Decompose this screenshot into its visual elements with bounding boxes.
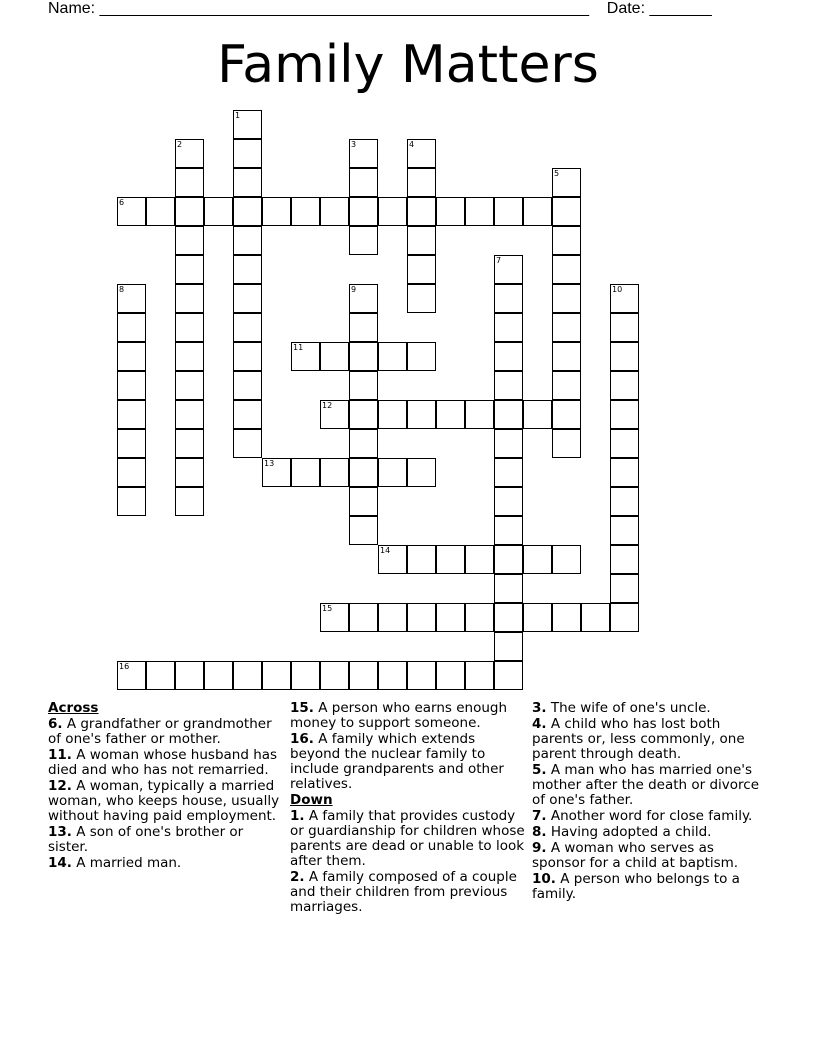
clue-number: 7 (496, 256, 502, 265)
grid-cell[interactable] (378, 603, 407, 632)
clue-number: 8 (119, 285, 125, 294)
grid-cell[interactable] (610, 458, 639, 487)
grid-cell[interactable] (523, 603, 552, 632)
grid-cell[interactable] (552, 226, 581, 255)
clue-across-12: 12. A woman, typically a married woman, who keeps house, usually without having paid employment. (48, 778, 280, 824)
grid-cell[interactable] (349, 603, 378, 632)
clues-column-3 (532, 701, 768, 903)
grid-cell[interactable] (204, 197, 233, 226)
grid-cell[interactable] (552, 168, 581, 197)
clue-number: 6 (119, 198, 125, 207)
grid-cell[interactable] (494, 313, 523, 342)
grid-cell[interactable] (175, 458, 204, 487)
grid-cell[interactable] (117, 661, 146, 690)
grid-cell[interactable] (204, 661, 233, 690)
grid-cell[interactable] (494, 603, 523, 632)
grid-cell[interactable] (494, 458, 523, 487)
grid-cell[interactable] (494, 400, 523, 429)
grid-cell[interactable] (349, 400, 378, 429)
grid-cell[interactable] (407, 545, 436, 574)
clue-number: 16 (119, 662, 130, 671)
grid-cell[interactable] (378, 197, 407, 226)
grid-cell[interactable] (349, 226, 378, 255)
grid-cell[interactable] (436, 661, 465, 690)
grid-cell[interactable] (552, 429, 581, 458)
grid-cell[interactable] (349, 371, 378, 400)
grid-cell[interactable] (320, 458, 349, 487)
date-label: Date: (606, 0, 650, 17)
grid-cell[interactable] (552, 400, 581, 429)
grid-cell[interactable] (407, 400, 436, 429)
clue-down-9: 9. A woman who serves as sponsor for a child at baptism. (532, 840, 739, 871)
grid-cell[interactable] (349, 197, 378, 226)
grid-cell[interactable] (146, 197, 175, 226)
grid-cell[interactable] (436, 400, 465, 429)
grid-cell[interactable] (233, 255, 262, 284)
grid-cell[interactable] (407, 603, 436, 632)
grid-cell[interactable] (175, 400, 204, 429)
grid-cell[interactable] (378, 458, 407, 487)
grid-cell[interactable] (494, 632, 523, 661)
clue-number: 14 (380, 546, 391, 555)
grid-cell[interactable] (262, 458, 291, 487)
grid-cell[interactable] (233, 342, 262, 371)
clue-down-3: 3. The wife of one's uncle. (532, 700, 711, 716)
grid-cell[interactable] (233, 168, 262, 197)
grid-cell[interactable] (581, 603, 610, 632)
grid-cell[interactable] (494, 487, 523, 516)
clue-across-11: 11. A woman whose husband has died and who has not remarried. (48, 747, 278, 778)
grid-cell[interactable] (175, 487, 204, 516)
grid-cell[interactable] (349, 661, 378, 690)
grid-cell[interactable] (523, 545, 552, 574)
clue-across-13: 13. A son of one's brother or sister. (48, 824, 244, 855)
clue-number: 10 (612, 285, 623, 294)
grid-cell[interactable] (610, 487, 639, 516)
name-label: Name: (48, 0, 100, 17)
grid-cell[interactable] (494, 371, 523, 400)
grid-cell[interactable] (610, 400, 639, 429)
grid-cell[interactable] (349, 458, 378, 487)
grid-cell[interactable] (320, 342, 349, 371)
grid-cell[interactable] (117, 342, 146, 371)
clue-number: 1 (235, 111, 241, 120)
grid-cell[interactable] (610, 574, 639, 603)
grid-cell[interactable] (610, 371, 639, 400)
grid-cell[interactable] (610, 516, 639, 545)
grid-cell[interactable] (494, 197, 523, 226)
grid-cell[interactable] (349, 313, 378, 342)
grid-cell[interactable] (349, 284, 378, 313)
grid-cell[interactable] (494, 661, 523, 690)
grid-cell[interactable] (349, 487, 378, 516)
clue-number: 15 (322, 604, 333, 613)
name-field[interactable]: _______________________________________________________ (99, 0, 589, 17)
grid-cell[interactable] (320, 197, 349, 226)
clue-across-14: 14. A married man. (48, 855, 182, 871)
grid-cell[interactable] (175, 168, 204, 197)
grid-cell[interactable] (117, 284, 146, 313)
grid-cell[interactable] (610, 313, 639, 342)
grid-cell[interactable] (349, 168, 378, 197)
grid-cell[interactable] (552, 197, 581, 226)
grid-cell[interactable] (552, 603, 581, 632)
grid-cell[interactable] (349, 516, 378, 545)
grid-cell[interactable] (291, 197, 320, 226)
grid-cell[interactable] (175, 371, 204, 400)
grid-cell[interactable] (349, 429, 378, 458)
puzzle-title: Family Matters (217, 35, 599, 95)
down-heading: Down (290, 792, 333, 808)
grid-cell[interactable] (117, 197, 146, 226)
grid-cell[interactable] (117, 458, 146, 487)
grid-cell[interactable] (407, 661, 436, 690)
grid-cell[interactable] (610, 545, 639, 574)
grid-cell[interactable] (233, 110, 262, 139)
grid-cell[interactable] (175, 661, 204, 690)
grid-cell[interactable] (291, 458, 320, 487)
grid-cell[interactable] (494, 574, 523, 603)
grid-cell[interactable] (465, 197, 494, 226)
grid-cell[interactable] (233, 429, 262, 458)
grid-cell[interactable] (610, 342, 639, 371)
grid-cell[interactable] (407, 139, 436, 168)
clue-across-16: 16. A family which extends beyond the nuclear family to include grandparents and other relatives. (290, 731, 504, 792)
clue-number: 3 (351, 140, 357, 149)
grid-cell[interactable] (349, 342, 378, 371)
across-heading: Across (48, 700, 99, 716)
clue-across-15: 15. A person who earns enough money to support someone. (290, 700, 508, 731)
grid-cell[interactable] (494, 545, 523, 574)
grid-cell[interactable] (465, 603, 494, 632)
grid-cell[interactable] (378, 545, 407, 574)
clue-number: 13 (264, 459, 275, 468)
grid-cell[interactable] (233, 371, 262, 400)
grid-cell[interactable] (436, 545, 465, 574)
grid-cell[interactable] (610, 429, 639, 458)
grid-cell[interactable] (262, 197, 291, 226)
grid-cell[interactable] (494, 342, 523, 371)
grid-cell[interactable] (523, 197, 552, 226)
grid-cell[interactable] (523, 400, 552, 429)
grid-cell[interactable] (407, 168, 436, 197)
grid-cell[interactable] (117, 371, 146, 400)
grid-cell[interactable] (552, 371, 581, 400)
grid-cell[interactable] (407, 284, 436, 313)
grid-cell[interactable] (610, 603, 639, 632)
grid-cell[interactable] (291, 661, 320, 690)
clue-number: 9 (351, 285, 357, 294)
grid-cell[interactable] (175, 139, 204, 168)
grid-cell[interactable] (407, 458, 436, 487)
grid-cell[interactable] (378, 661, 407, 690)
grid-cell[interactable] (146, 661, 175, 690)
grid-cell[interactable] (175, 255, 204, 284)
grid-cell[interactable] (378, 400, 407, 429)
grid-cell[interactable] (552, 255, 581, 284)
grid-cell[interactable] (233, 661, 262, 690)
grid-cell[interactable] (320, 603, 349, 632)
grid-cell[interactable] (175, 429, 204, 458)
grid-cell[interactable] (117, 400, 146, 429)
grid-cell[interactable] (320, 400, 349, 429)
grid-cell[interactable] (233, 400, 262, 429)
grid-cell[interactable] (117, 313, 146, 342)
grid-cell[interactable] (349, 139, 378, 168)
clue-down-8: 8. Having adopted a child. (532, 824, 712, 840)
grid-cell[interactable] (407, 342, 436, 371)
date-field[interactable]: _______ (649, 0, 712, 17)
grid-cell[interactable] (494, 284, 523, 313)
clue-number: 5 (554, 169, 560, 178)
clues-column-2 (290, 701, 526, 916)
clue-number: 4 (409, 140, 415, 149)
clue-number: 12 (322, 401, 333, 410)
grid-cell[interactable] (233, 226, 262, 255)
grid-cell[interactable] (175, 313, 204, 342)
grid-cell[interactable] (552, 313, 581, 342)
grid-cell[interactable] (465, 400, 494, 429)
clue-down-10: 10. A person who belongs to a family. (532, 871, 740, 902)
grid-cell[interactable] (552, 545, 581, 574)
grid-cell[interactable] (320, 661, 349, 690)
grid-cell[interactable] (407, 255, 436, 284)
grid-cell[interactable] (175, 284, 204, 313)
grid-cell[interactable] (465, 661, 494, 690)
clue-down-7: 7. Another word for close family. (532, 808, 753, 824)
grid-cell[interactable] (117, 487, 146, 516)
grid-cell[interactable] (233, 284, 262, 313)
grid-cell[interactable] (552, 342, 581, 371)
grid-cell[interactable] (436, 197, 465, 226)
grid-cell[interactable] (610, 284, 639, 313)
grid-cell[interactable] (378, 342, 407, 371)
grid-cell[interactable] (494, 429, 523, 458)
grid-cell[interactable] (436, 603, 465, 632)
grid-cell[interactable] (117, 429, 146, 458)
clue-down-1: 1. A family that provides custody or guardianship for children whose parents are dead or unable to look after them. (290, 808, 525, 869)
grid-cell[interactable] (407, 226, 436, 255)
clue-number: 2 (177, 140, 183, 149)
clue-down-2: 2. A family composed of a couple and their children from previous marriages. (290, 869, 517, 915)
grid-cell[interactable] (175, 226, 204, 255)
grid-cell[interactable] (262, 661, 291, 690)
clue-down-4: 4. A child who has lost both parents or, less commonly, one parent through death. (532, 716, 745, 762)
grid-cell[interactable] (407, 197, 436, 226)
clues-column-1 (48, 701, 284, 872)
clue-down-5: 5. A man who has married one's mother after the death or divorce of one's father. (532, 762, 760, 808)
clue-across-6: 6. A grandfather or grandmother of one's father or mother. (48, 716, 272, 747)
grid-cell[interactable] (291, 342, 320, 371)
grid-cell[interactable] (465, 545, 494, 574)
grid-cell[interactable] (494, 516, 523, 545)
grid-cell[interactable] (552, 284, 581, 313)
clue-number: 11 (293, 343, 304, 352)
grid-cell[interactable] (494, 255, 523, 284)
grid-cell[interactable] (175, 342, 204, 371)
grid-cell[interactable] (233, 197, 262, 226)
grid-cell[interactable] (175, 197, 204, 226)
grid-cell[interactable] (233, 313, 262, 342)
grid-cell[interactable] (233, 139, 262, 168)
